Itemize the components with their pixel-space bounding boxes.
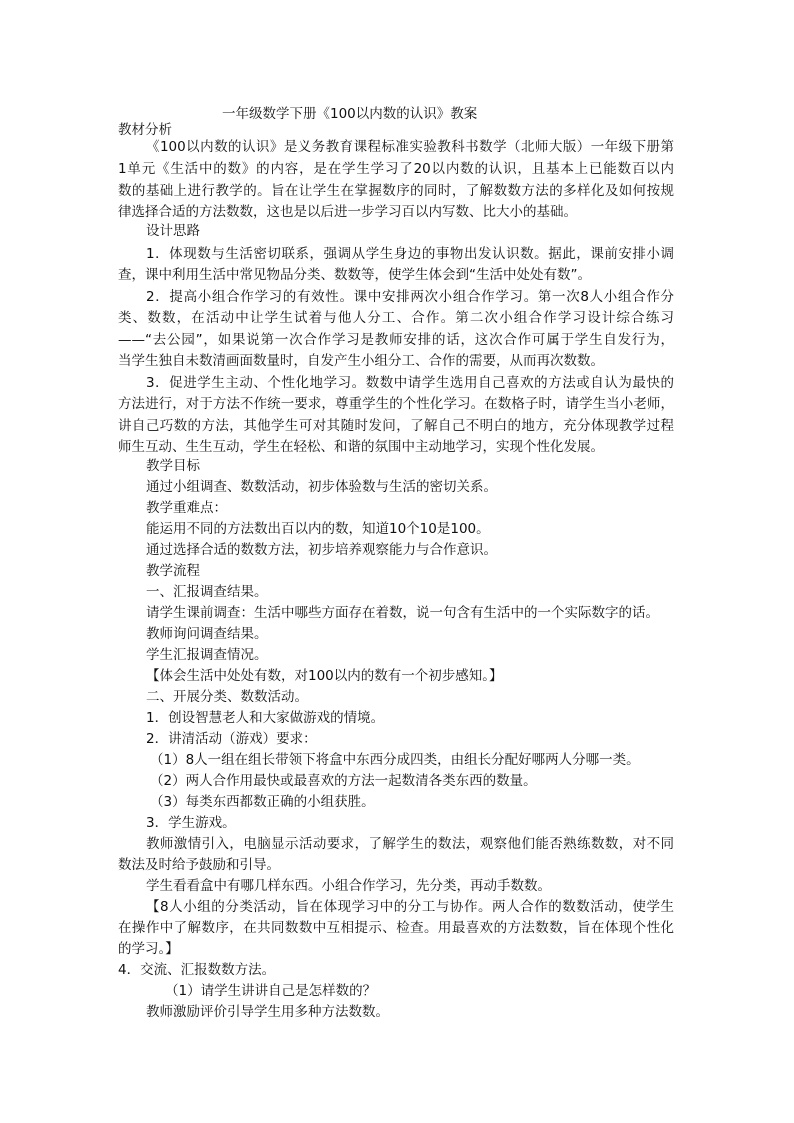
paragraph-line: 教师激情引入，电脑显示活动要求，了解学生的数法，观察他们能否熟练数数，对不同 — [146, 836, 674, 852]
paragraph-line: 3．学生游戏。 — [146, 815, 236, 831]
note-line: 在操作中了解数序，在共同数数中互相提示、检查。用最喜欢的方法数数，旨在体现个性化 — [118, 920, 674, 936]
paragraph-line: 二、开展分类、数数活动。 — [146, 689, 308, 705]
paragraph-line: 教师询问调查结果。 — [146, 626, 268, 642]
paragraph-line: 师生互动、生生互动，学生在轻松、和谐的氛围中主动地学习，实现个性化发展。 — [118, 439, 604, 455]
list-item: （1）请学生讲讲自己是怎样数的？ — [165, 983, 377, 999]
note-line: 【8人小组的分类活动，旨在体现学习中的分工与协作。两人合作的数数活动，使学生 — [146, 899, 674, 915]
paragraph-line: 能运用不同的方法数出百以内的数，知道10个10是100。 — [146, 521, 490, 537]
section-heading: 教学重难点： — [146, 500, 227, 516]
paragraph-line: 4．交流、汇报数数方法。 — [118, 962, 276, 978]
note-line: 的学习。】 — [118, 941, 179, 957]
paragraph-line: 2．提高小组合作学习的有效性。课中安排两次小组合作学习。第一次8人小组合作分 — [146, 289, 674, 305]
paragraph-line: 一、汇报调查结果。 — [146, 584, 268, 600]
paragraph-line: 教师激励评价引导学生用多种方法数数。 — [146, 1004, 389, 1020]
section-heading: 设计思路 — [146, 223, 200, 239]
paragraph-line: 3．促进学生主动、个性化地学习。数数中请学生选用自己喜欢的方法或自认为最快的 — [146, 375, 674, 391]
paragraph-line: ——“去公园”，如果说第一次合作学习是教师安排的话，这次合作可属于学生自发行为， — [118, 332, 674, 348]
list-item: （1）8人一组在组长带领下将盒中东西分成四类，由组长分配好哪两人分哪一类。 — [150, 752, 640, 768]
note-line: 【体会生活中处处有数，对100以内的数有一个初步感知。】 — [146, 668, 503, 684]
paragraph-line: 1单元《生活中的数》的内容，是在学生学习了20以内数的认识，且基本上已能数百以内 — [118, 161, 674, 177]
paragraph-line: 方法进行，对于方法不作统一要求，尊重学生的个性化学习。在数格子时，请学生当小老师， — [118, 396, 674, 412]
paragraph-line: 1．体现数与生活密切联系，强调从学生身边的事物出发认识数。据此，课前安排小调 — [146, 246, 674, 262]
paragraph-line: 学生看看盒中有哪几样东西。小组合作学习，先分类，再动手数数。 — [146, 878, 551, 894]
paragraph-line: 类、数数，在活动中让学生试着与他人分工、合作。第二次小组合作学习设计综合练习 — [118, 310, 674, 326]
section-heading: 教材分析 — [118, 122, 172, 138]
list-item: （2）两人合作用最快或最喜欢的方法一起数清各类东西的数量。 — [150, 773, 537, 789]
section-heading: 教学目标 — [146, 458, 200, 474]
paragraph-line: 数法及时给予鼓励和引导。 — [118, 857, 280, 873]
paragraph-line: 学生汇报调查情况。 — [146, 647, 268, 663]
document-title: 一年级数学下册《100以内数的认识》教案 — [222, 106, 478, 122]
paragraph-line: 2．讲清活动（游戏）要求： — [146, 731, 317, 747]
paragraph-line: 数的基础上进行教学的。旨在让学生在掌握数序的同时，了解数数方法的多样化及如何按规 — [118, 183, 674, 199]
list-item: （3）每类东西都数正确的小组获胜。 — [150, 794, 375, 810]
paragraph-line: 讲自己巧数的方法，其他学生可对其随时发问，了解自己不明白的地方，充分体现教学过程 — [118, 418, 674, 434]
paragraph-line: 律选择合适的方法数数，这也是以后进一步学习百以内写数、比大小的基础。 — [118, 204, 577, 220]
paragraph-line: 请学生课前调查：生活中哪些方面存在着数，说一句含有生活中的一个实际数字的话。 — [146, 605, 659, 621]
paragraph-line: 通过小组调查、数数活动，初步体验数与生活的密切关系。 — [146, 479, 497, 495]
paragraph-line: 《100以内数的认识》是义务教育课程标准实验教科书数学（北师大版）一年级下册第 — [146, 139, 674, 155]
section-heading: 教学流程 — [146, 563, 200, 579]
paragraph-line: 当学生独自未数清画面数量时，自发产生小组分工、合作的需要，从而再次数数。 — [118, 353, 604, 369]
paragraph-line: 通过选择合适的数数方法，初步培养观察能力与合作意识。 — [146, 542, 497, 558]
paragraph-line: 1．创设智慧老人和大家做游戏的情境。 — [146, 710, 385, 726]
paragraph-line: 查，课中利用生活中常见物品分类、数数等，使学生体会到“生活中处处有数”。 — [118, 267, 591, 283]
